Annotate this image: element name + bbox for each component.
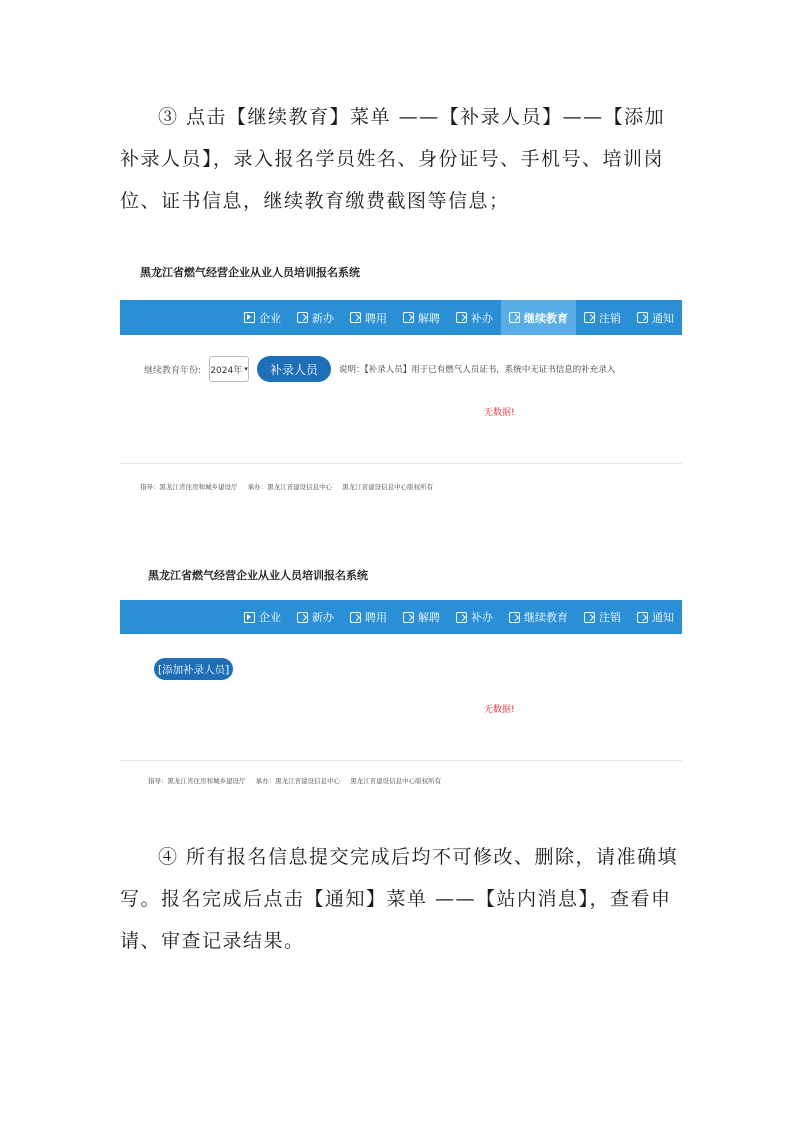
nav-notice[interactable]: 通知 bbox=[629, 600, 682, 634]
play-doc-icon bbox=[244, 312, 255, 323]
main-nav bbox=[120, 300, 682, 335]
edit-icon bbox=[584, 312, 595, 323]
year-label: 继续教育年份: bbox=[144, 365, 202, 376]
screenshot-add-supplement bbox=[120, 560, 682, 792]
nav-dismiss[interactable]: 解聘 bbox=[395, 300, 448, 335]
nav-cancel[interactable]: 注销 bbox=[576, 300, 629, 335]
nav-hire[interactable]: 聘用 bbox=[342, 600, 395, 634]
edit-icon bbox=[350, 312, 361, 323]
footer: 指导：黑龙江省住房和城乡建设厅 承办：黑龙江省建设信息中心 黑龙江省建设信息中心版权所有 bbox=[140, 483, 434, 491]
nav-cancel[interactable]: 注销 bbox=[576, 600, 629, 634]
no-data-message: 无数据! bbox=[484, 408, 515, 418]
edit-icon bbox=[637, 612, 648, 623]
edit-icon bbox=[403, 612, 414, 623]
chevron-down-icon: ▾ bbox=[244, 365, 248, 373]
nav-enterprise[interactable]: 企业 bbox=[236, 300, 289, 335]
edit-icon bbox=[584, 612, 595, 623]
nav-notice[interactable]: 通知 bbox=[629, 300, 682, 335]
edit-icon bbox=[297, 312, 308, 323]
footer-divider bbox=[120, 760, 682, 761]
footer: 指导：黑龙江省住房和城乡建设厅 承办：黑龙江省建设信息中心 黑龙江省建设信息中心版权所有 bbox=[148, 777, 442, 785]
edit-icon bbox=[403, 312, 414, 323]
no-data-message: 无数据! bbox=[484, 705, 515, 715]
nav-reissue[interactable]: 补办 bbox=[448, 300, 501, 335]
filter-row bbox=[144, 356, 615, 382]
step-4-text: ④ 所有报名信息提交完成后均不可修改、删除，请准确填写。报名完成后点击【通知】菜单 ——【站内消息】，查看申请、审查记录结果。 bbox=[120, 846, 679, 952]
nav-enterprise[interactable]: 企业 bbox=[236, 600, 289, 634]
help-note: 说明：【补录人员】用于已有燃气人员证书，系统中无证书信息的补充录入 bbox=[339, 365, 616, 375]
year-select[interactable]: 2024年 ▾ bbox=[209, 356, 249, 382]
instruction-step-3 bbox=[120, 96, 680, 222]
footer-divider bbox=[120, 463, 682, 464]
add-supplement-personnel-button[interactable]: [添加补录人员] bbox=[154, 658, 233, 680]
edit-icon bbox=[297, 612, 308, 623]
edit-icon bbox=[509, 612, 520, 623]
edit-icon bbox=[350, 612, 361, 623]
nav-new[interactable]: 新办 bbox=[289, 300, 342, 335]
nav-dismiss[interactable]: 解聘 bbox=[395, 600, 448, 634]
edit-icon bbox=[509, 312, 520, 323]
edit-icon bbox=[456, 612, 467, 623]
main-nav bbox=[120, 600, 682, 634]
system-title: 黑龙江省燃气经营企业从业人员培训报名系统 bbox=[140, 266, 360, 279]
play-doc-icon bbox=[244, 612, 255, 623]
screenshot-continuing-education bbox=[120, 258, 682, 498]
nav-hire[interactable]: 聘用 bbox=[342, 300, 395, 335]
edit-icon bbox=[637, 312, 648, 323]
system-title: 黑龙江省燃气经营企业从业人员培训报名系统 bbox=[148, 569, 368, 582]
nav-reissue[interactable]: 补办 bbox=[448, 600, 501, 634]
nav-continuing-education[interactable]: 继续教育 bbox=[501, 600, 576, 634]
edit-icon bbox=[456, 312, 467, 323]
supplement-personnel-button[interactable]: 补录人员 bbox=[257, 356, 331, 382]
nav-continuing-education[interactable]: 继续教育 bbox=[501, 300, 576, 335]
nav-new[interactable]: 新办 bbox=[289, 600, 342, 634]
step-3-text: ③ 点击【继续教育】菜单 ——【补录人员】——【添加补录人员】，录入报名学员姓名、身份证号、手机号、培训岗位、证书信息，继续教育缴费截图等信息； bbox=[120, 106, 666, 212]
instruction-step-4 bbox=[120, 836, 680, 962]
